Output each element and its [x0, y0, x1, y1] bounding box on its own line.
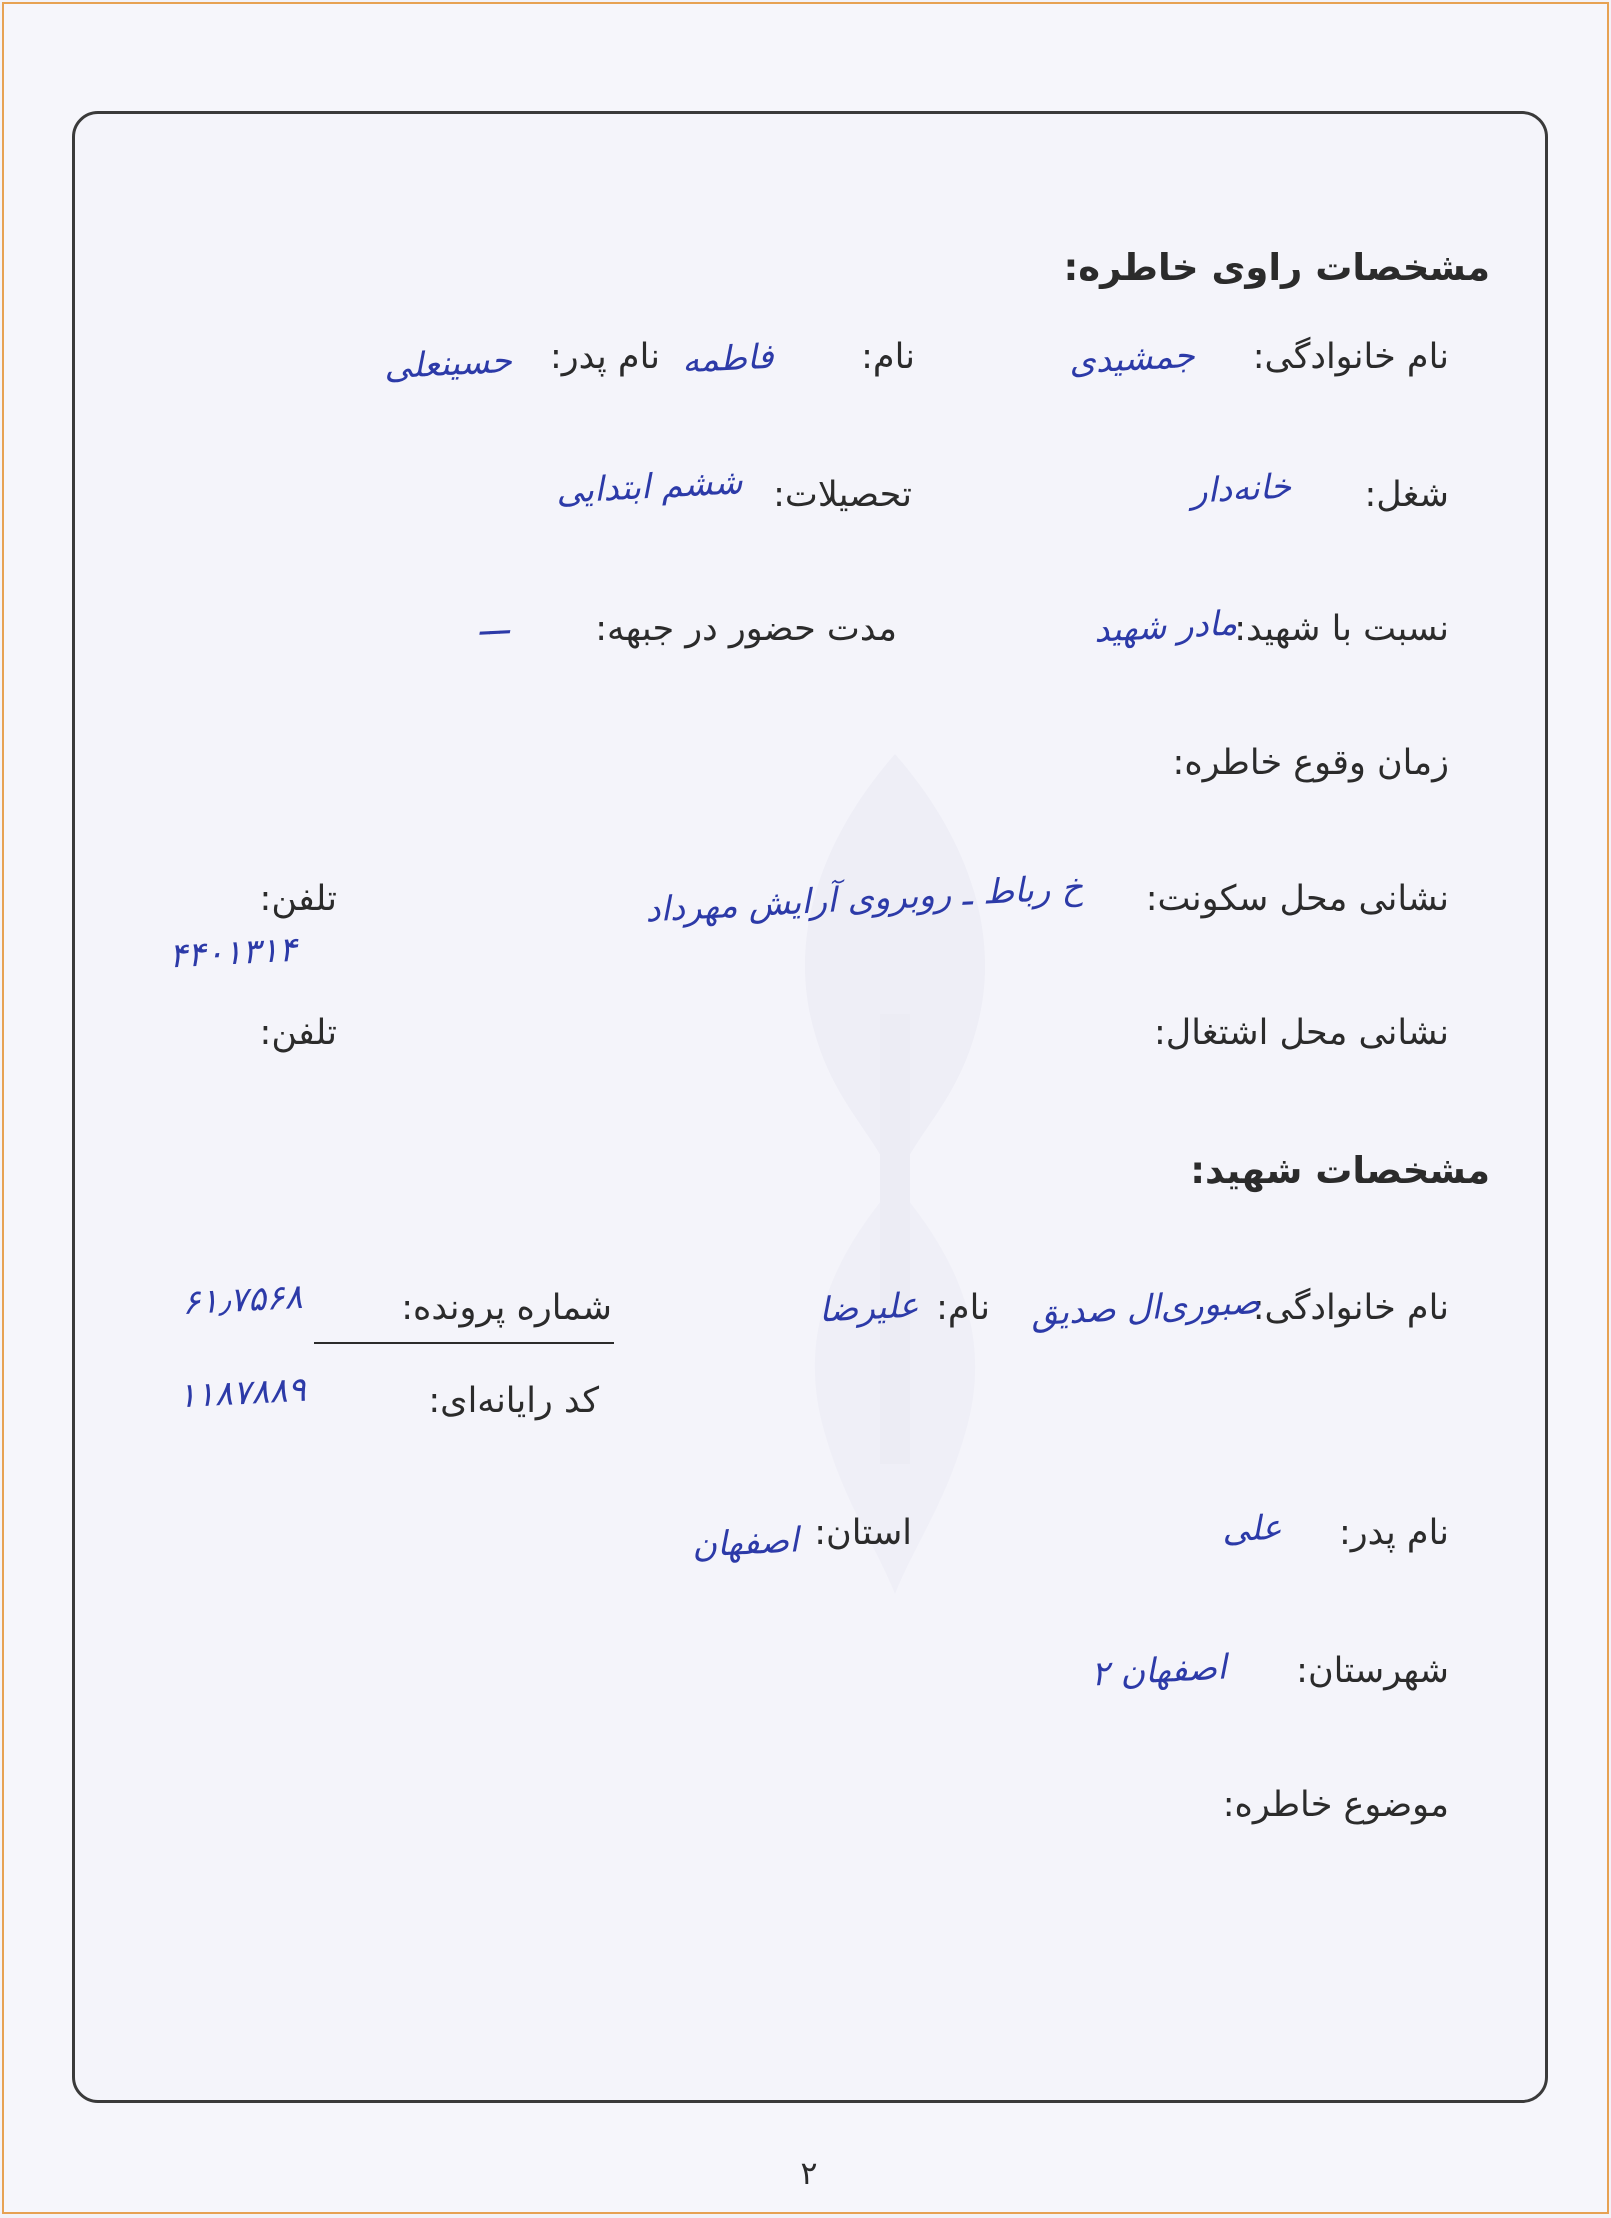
file-underline [314, 1342, 614, 1344]
martyr-file-value: ۶۱٫۷۵۶۸ [181, 1276, 304, 1324]
martyr-father-label: نام پدر: [1338, 1513, 1449, 1553]
narrator-father-label: نام پدر: [549, 337, 660, 377]
martyr-code-label: کد رایانه‌ای: [428, 1381, 599, 1421]
narrator-address-value: خ رباط ـ روبروی آرایش مهرداد [644, 867, 1084, 931]
narrator-heading: مشخصات راوی خاطره: [1063, 246, 1490, 289]
narrator-job-label: شغل: [1364, 475, 1449, 515]
narrator-relation-value: مادر شهید [1092, 603, 1238, 651]
narrator-duration-label: مدت حضور در جبهه: [595, 609, 897, 649]
martyr-province-label: استان: [814, 1513, 912, 1553]
narrator-education-value: ششم ابتدایی [555, 462, 744, 512]
narrator-duration-value: ـــ [478, 602, 511, 644]
page-number: ۲ [800, 2154, 818, 2192]
narrator-work-phone-label: تلفن: [259, 1013, 337, 1053]
martyr-family-value: صبوری‌ال صدیق [1029, 1282, 1261, 1334]
martyr-code-value: ۱۱۸۷۸۸۹ [177, 1369, 307, 1417]
martyr-heading: مشخصات شهید: [1190, 1149, 1490, 1192]
narrator-work-address-label: نشانی محل اشتغال: [1153, 1013, 1449, 1053]
document-page [2, 2, 1609, 2214]
martyr-name-value: علیرضا [818, 1285, 920, 1331]
watermark-emblem [675, 714, 1115, 1614]
narrator-address-label: نشانی محل سکونت: [1145, 879, 1449, 919]
narrator-relation-label: نسبت با شهید: [1234, 609, 1449, 649]
narrator-father-value: حسینعلی [383, 340, 513, 388]
martyr-topic-label: موضوع خاطره: [1222, 1785, 1449, 1825]
martyr-city-value: اصفهان ۲ [1090, 1647, 1228, 1695]
narrator-family-label: نام خانوادگی: [1252, 337, 1449, 377]
narrator-job-value: خانه‌دار [1189, 466, 1292, 512]
narrator-family-value: جمشیدی [1068, 335, 1196, 383]
narrator-education-label: تحصیلات: [773, 475, 912, 515]
martyr-province-value: اصفهان [691, 1520, 800, 1566]
narrator-phone-value: ۴۴۰۱۳۱۴ [168, 929, 298, 977]
martyr-family-label: نام خانوادگی: [1252, 1288, 1449, 1328]
narrator-time-label: زمان وقوع خاطره: [1172, 743, 1449, 783]
martyr-name-label: نام: [936, 1288, 990, 1328]
martyr-city-label: شهرستان: [1296, 1651, 1449, 1691]
martyr-father-value: علی [1221, 1507, 1284, 1551]
narrator-name-value: فاطمه [681, 336, 775, 382]
martyr-file-label: شماره پرونده: [401, 1288, 612, 1328]
narrator-name-label: نام: [861, 337, 915, 377]
narrator-phone-label: تلفن: [259, 879, 337, 919]
